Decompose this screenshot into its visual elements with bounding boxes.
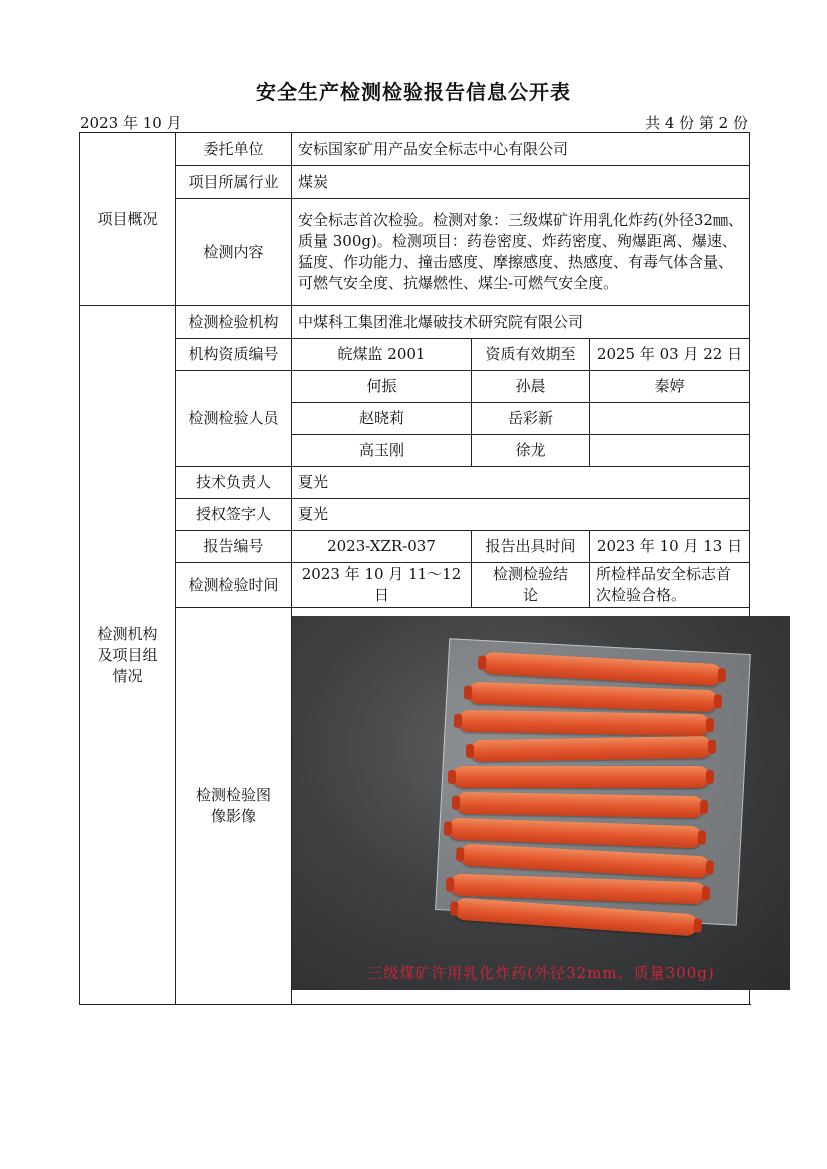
- explosive-cartridge: [470, 736, 712, 762]
- org-value: 中煤科工集团淮北爆破技术研究院有限公司: [292, 306, 750, 339]
- content-label: 检测内容: [176, 199, 292, 306]
- issue-date-label: 报告出具时间: [472, 531, 590, 563]
- explosive-sample-photo: [292, 616, 790, 990]
- section-overview: 项目概况: [80, 133, 176, 306]
- valid-value: 2025 年 03 月 22 日: [590, 339, 750, 371]
- staff-name: 高玉刚: [292, 435, 472, 467]
- section-institution: 检测机构及项目组情况: [80, 306, 176, 1005]
- conclusion-value: 所检样品安全标志首次检验合格。: [590, 563, 750, 608]
- issue-date-value: 2023 年 10 月 13 日: [590, 531, 750, 563]
- industry-label: 项目所属行业: [176, 166, 292, 199]
- org-label: 检测检验机构: [176, 306, 292, 339]
- client-label: 委托单位: [176, 133, 292, 166]
- content-value: 安全标志首次检验。检测对象：三级煤矿许用乳化炸药(外径32㎜、质量 300g)。检测项目：药卷密度、炸药密度、殉爆距离、爆速、猛度、作功能力、撞击感度、摩擦感度、热感度、有毒气体含量、可燃气安全度、抗爆燃性、煤尘-可燃气安全度。: [292, 199, 750, 306]
- section-image: 检测检验图像影像: [176, 608, 292, 1005]
- copy-count: 共 4 份 第 2 份: [645, 114, 748, 132]
- document-title: 安全生产检测检验报告信息公开表: [256, 80, 571, 104]
- staff-name: 何振: [292, 371, 472, 403]
- tech-lead-value: 夏光: [292, 467, 750, 499]
- staff-name-empty: [590, 435, 750, 467]
- tech-lead-label: 技术负责人: [176, 467, 292, 499]
- info-table: [79, 132, 750, 1005]
- staff-name: 秦婷: [590, 371, 750, 403]
- photo-caption: 三级煤矿许用乳化炸药(外径32mm、质量300g): [367, 964, 715, 982]
- signatory-label: 授权签字人: [176, 499, 292, 531]
- explosive-cartridge: [458, 710, 710, 736]
- test-time-label: 检测检验时间: [176, 563, 292, 608]
- qual-no-value: 皖煤监 2001: [292, 339, 472, 371]
- staff-name: 岳彩新: [472, 403, 590, 435]
- staff-name: 赵晓莉: [292, 403, 472, 435]
- client-value: 安标国家矿用产品安全标志中心有限公司: [292, 133, 750, 166]
- staff-name: 徐龙: [472, 435, 590, 467]
- report-date: 2023 年 10 月: [80, 114, 182, 132]
- inspection-photo-cell: [292, 608, 750, 1005]
- explosive-cartridge: [456, 792, 704, 818]
- signatory-value: 夏光: [292, 499, 750, 531]
- staff-name-empty: [590, 403, 750, 435]
- staff-label: 检测检验人员: [176, 371, 292, 467]
- staff-name: 孙晨: [472, 371, 590, 403]
- valid-label: 资质有效期至: [472, 339, 590, 371]
- industry-value: 煤炭: [292, 166, 750, 199]
- report-no-label: 报告编号: [176, 531, 292, 563]
- conclusion-label: 检测检验结论: [472, 563, 590, 608]
- test-time-value: 2023 年 10 月 11～12 日: [292, 563, 472, 608]
- explosive-cartridge: [452, 766, 710, 788]
- report-no-value: 2023-XZR-037: [292, 531, 472, 563]
- qual-no-label: 机构资质编号: [176, 339, 292, 371]
